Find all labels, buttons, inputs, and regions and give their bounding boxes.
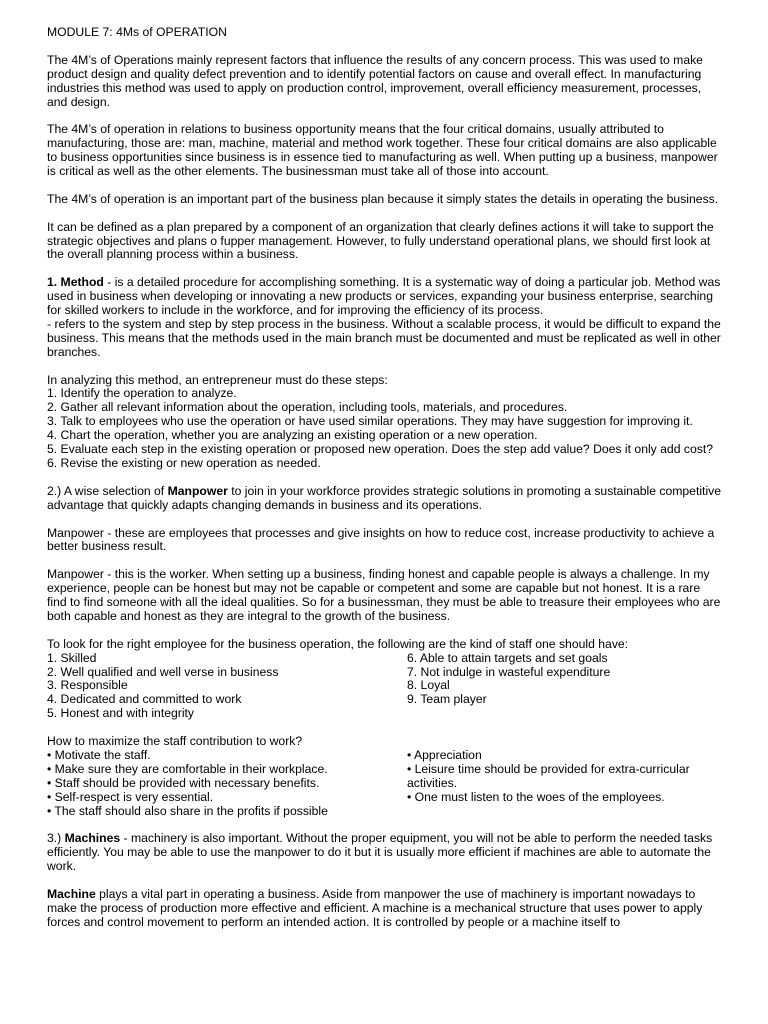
intro-paragraph-4: It can be defined as a plan prepared by a component of an organization that clearly defines actions it will take to support the strategic objectives and plans o fupper management. However, to fully understand operational plans, we should first look at the overall planning process within a business. (47, 219, 714, 262)
list-item: • Motivate the staff. (47, 747, 151, 762)
method-section (47, 276, 723, 359)
list-item: • Appreciation (407, 747, 482, 762)
method-steps (47, 374, 723, 471)
list-item: 9. Team player (407, 692, 487, 707)
list-item: 1. Identify the operation to analyze. (47, 386, 237, 401)
staff-list-right (407, 652, 723, 722)
page-title: MODULE 7: 4Ms of OPERATION (47, 25, 227, 39)
list-item: • Leisure time should be provided for extra-curricular activities. (407, 761, 690, 790)
list-item: 5. Honest and with integrity (47, 706, 195, 721)
intro-paragraph-3: The 4M’s of operation is an important part of the business plan because it simply states the details in operating the business. (47, 191, 719, 206)
list-item: • One must listen to the woes of the employees. (407, 789, 665, 804)
list-item: 5. Evaluate each step in the existing operation or proposed new operation. Does the step add value? Does it only add cost? (47, 442, 714, 457)
list-item: 3. Talk to employees who use the operation or have used similar operations. They may have suggestion for improving it. (47, 414, 693, 429)
list-item: 2. Gather all relevant information about the operation, including tools, materials, and procedures. (47, 400, 568, 415)
machines-paragraph-2: Machine plays a vital part in operating a business. Aside from manpower the use of machinery is important nowadays to make the process of production more effective and efficient. A machine is a mechanical structure that uses power to apply forces and control movement to perform an intended action. It is controlled by people or a machine itself to (47, 886, 703, 929)
list-item: 6. Revise the existing or new operation as needed. (47, 456, 321, 470)
intro-paragraph-2: The 4M’s of operation in relations to business opportunity means that the four critical domains, usually attributed to manufacturing, those are: man, machine, material and method work together. These four critical domains are also applicable to business opportunities since business is in essence tied to manufacturing as well. When putting up a business, manpower is critical as well as the other elements. The businessman must take all of those into account. (47, 122, 718, 179)
list-item: 2. Well qualified and well verse in business (47, 664, 279, 679)
method-text: - is a detailed procedure for accomplishing something. It is a systematic way of doing a particular job. Method was used in business when developing or innovating a new products or services, expanding your business enterprise, searching for skilled workers to include in the workforce, and for improving the efficiency of its process. (47, 275, 721, 318)
manpower-heading: Manpower (167, 483, 228, 498)
list-item: 3. Responsible (47, 678, 128, 693)
document-page (47, 26, 723, 944)
list-item: 6. Able to attain targets and set goals (407, 650, 608, 665)
staff-intro: To look for the right employee for the business operation, the following are the kind of staff one should have: (47, 636, 629, 651)
list-item: 4. Dedicated and committed to work (47, 692, 242, 707)
maximize-intro: How to maximize the staff contribution to work? (47, 734, 303, 749)
list-item: 4. Chart the operation, whether you are analyzing an existing operation or a new operation. (47, 428, 538, 443)
steps-intro: In analyzing this method, an entrepreneur must do these steps: (47, 372, 388, 387)
maximize-list-left (47, 749, 407, 819)
list-item: • Self-respect is very essential. (47, 789, 214, 804)
maximize-contribution (47, 735, 723, 818)
maximize-list-right (407, 749, 723, 819)
manpower-paragraph-2: Manpower - these are employees that processes and give insights on how to reduce cost, increase productivity to achieve a better business result. (47, 525, 715, 554)
machines-paragraph-1: 3.) Machines - machinery is also important. Without the proper equipment, you will not be able to perform the needed tasks efficiently. You may be able to use the manpower to do it but it is usually more efficient if machines are able to automate the work. (47, 831, 713, 874)
list-item: • Make sure they are comfortable in their workplace. (47, 761, 328, 776)
list-item: 7. Not indulge in wasteful expenditure (407, 664, 611, 679)
list-item: • Staff should be provided with necessary benefits. (47, 775, 320, 790)
list-item: 1. Skilled (47, 650, 97, 665)
method-heading: 1. Method (47, 275, 104, 290)
machine-heading: Machine (47, 886, 96, 901)
method-text-2: - refers to the system and step by step process in the business. Without a scalable process, it would be difficult to expand the business. This means that the methods used in the main branch must be documented and must be replicated as well in other branches. (47, 316, 721, 359)
manpower-paragraph-3: Manpower - this is the worker. When setting up a business, finding honest and capable people is always a challenge. In my experience, people can be honest but may not be capable or competent and some are capable but not honest. It is a rare find to find someone with all the ideal qualities. So for a businessman, they must be able to treasure their employees who are both capable and honest as they are integral to the growth of the business. (47, 567, 721, 623)
machines-heading: Machines (64, 831, 121, 846)
intro-paragraph-1: The 4M’s of Operations mainly represent factors that influence the results of any concern process. This was used to make product design and quality defect prevention and to identify potential factors on cause and overall effect. In manufacturing industries this method was used to apply on production control, improvement, overall efficiency measurement, processes, and design. (47, 52, 703, 109)
list-item: 8. Loyal (407, 678, 450, 693)
list-item: • The staff should also share in the profits if possible (47, 803, 328, 818)
manpower-paragraph-1: 2.) A wise selection of Manpower to join in your workforce provides strategic solutions in promoting a sustainable competitive advantage that quickly adapts changing demands in business and its operations. (47, 483, 722, 512)
staff-list-left (47, 652, 407, 722)
staff-qualities (47, 638, 723, 721)
